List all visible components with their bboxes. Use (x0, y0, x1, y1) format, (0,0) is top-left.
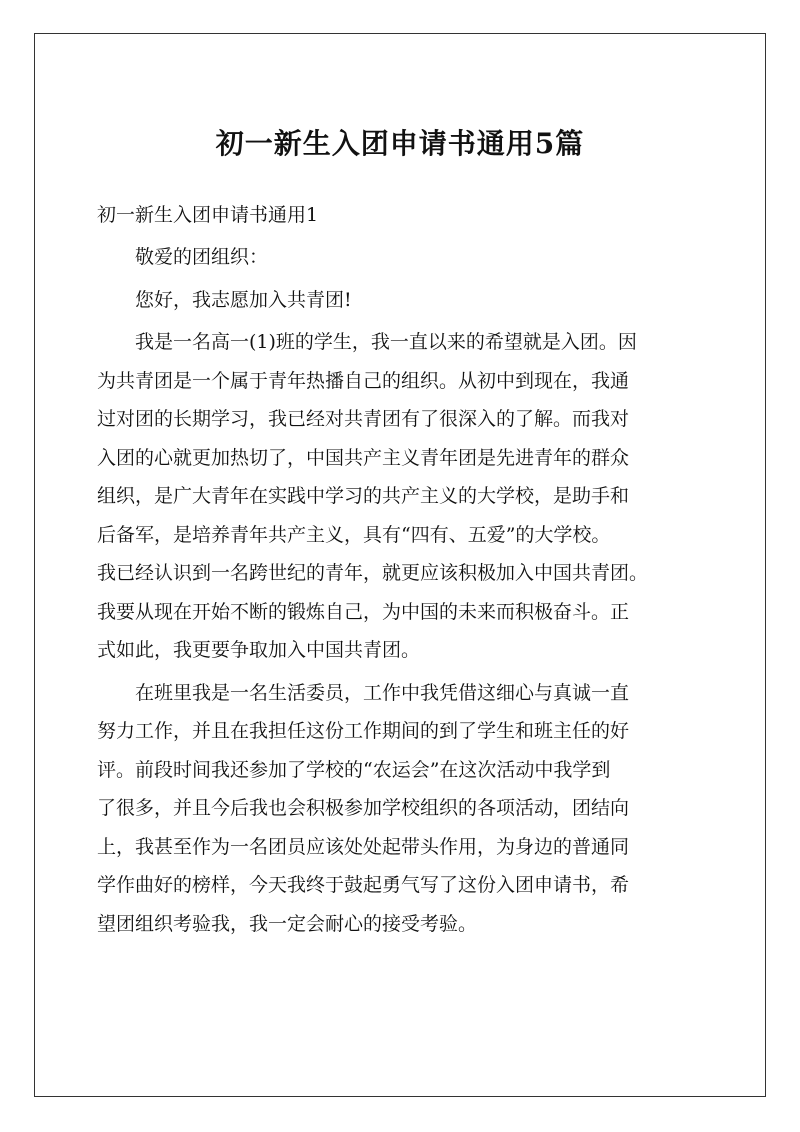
paragraph-line: 后备军，是培养青年共产主义，具有“四有、五爱”的大学校。 (97, 523, 611, 546)
paragraph-line: 我是一名高一(1)班的学生，我一直以来的希望就是入团。因 (135, 331, 637, 353)
paragraph-line: 评。前段时间我还参加了学校的“农运会”在这次活动中我学到 (97, 758, 611, 781)
document-title: 初一新生入团申请书通用5篇 (215, 127, 585, 160)
paragraph-line: 敬爱的团组织： (135, 246, 269, 268)
paragraph-line: 望团组织考验我，我一定会耐心的接受考验。 (97, 912, 478, 935)
body-paragraph-2 (97, 674, 707, 944)
paragraph-line: 上，我甚至作为一名团员应该处处起带头作用，为身边的普通同 (97, 835, 630, 858)
paragraph-line: 我已经认识到一名跨世纪的青年，就更应该积极加入中国共青团。 (97, 562, 649, 584)
paragraph-line: 我要从现在开始不断的锻炼自己，为中国的未来而积极奋斗。正 (97, 600, 630, 623)
paragraph-line: 为共青团是一个属于青年热播自己的组织。从初中到现在，我通 (97, 369, 630, 392)
paragraph-line: 了很多，并且今后我也会积极参加学校组织的各项活动，团结向 (97, 797, 630, 819)
paragraph-line: 您好，我志愿加入共青团! (135, 288, 352, 311)
paragraph-line: 在班里我是一名生活委员，工作中我凭借这细心与真诚一直 (135, 681, 630, 704)
paragraph-line: 组织，是广大青年在实践中学习的共产主义的大学校，是助手和 (97, 485, 630, 507)
salutation-paragraph (97, 238, 707, 277)
section-heading: 初一新生入团申请书通用1 (97, 204, 319, 226)
paragraph-line: 过对团的长期学习，我已经对共青团有了很深入的了解。而我对 (97, 408, 630, 430)
paragraph-line: 努力工作，并且在我担任这份工作期间的到了学生和班主任的好 (97, 720, 630, 742)
paragraph-line: 学作曲好的榜样，今天我终于鼓起勇气写了这份入团申请书，希 (97, 874, 630, 896)
greeting-paragraph (97, 281, 707, 320)
paragraph-line: 式如此，我更要争取加入中国共青团。 (97, 639, 421, 661)
document-body (97, 196, 707, 947)
body-paragraph-1 (97, 323, 707, 670)
paragraph-line: 入团的心就更加热切了，中国共产主义青年团是先进青年的群众 (97, 446, 630, 469)
